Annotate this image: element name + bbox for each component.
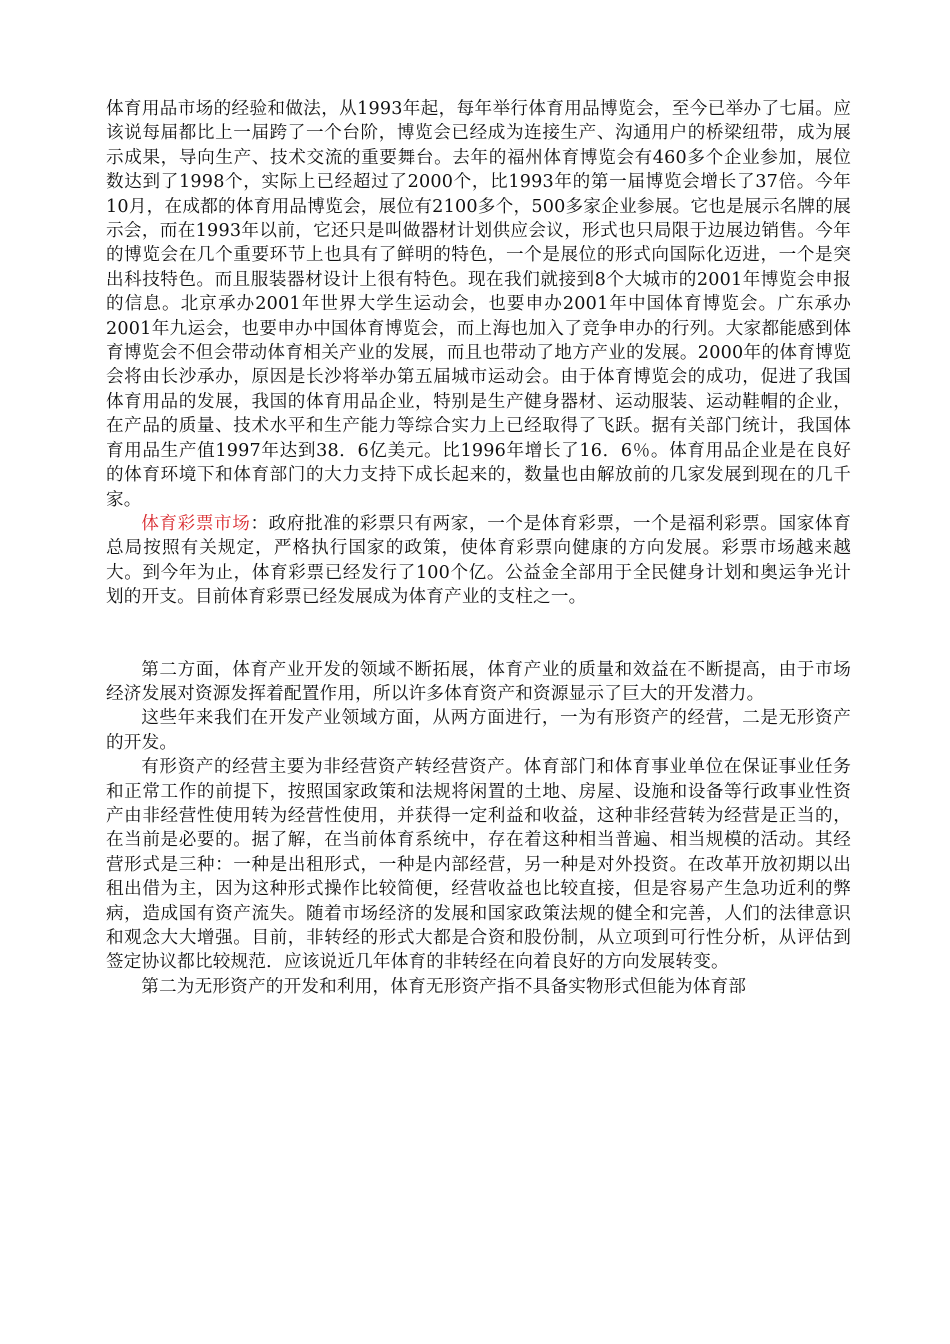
- paragraph-intangible-assets: [106, 975, 851, 999]
- paragraph-text: 有形资产的经营主要为非经营资产转经营资产。体育部门和体育事业单位在保证事业任务和正常工作的前提下，按照国家政策和法规将闲置的土地、房屋、设施和设备等行政事业性资产由非经营性使用转为经营性使用，并获得一定利益和收益，这种非经营转为经营是正当的，在当前是必要的。据了解，在当前体育系统中，存在着这种相当普遍、相当规模的活动。其经营形式是三种：一种是出租形式，一种是内部经营，另一种是对外投资。在改革开放初期以出租出借为主，因为这种形式操作比较简便，经营收益也比较直接，但是容易产生急功近利的弊病，造成国有资产流失。随着市场经济的发展和国家政策法规的健全和完善，人们的法律意识和观念大大增强。目前，非转经的形式大都是合资和股份制，从立项到可行性分析，从评估到签定协议都比较规范．应该说近几年体育的非转经在向着良好的方向发展转变。: [106, 757, 851, 973]
- paragraph-two-approaches: [106, 706, 851, 755]
- paragraph-sports-goods-market: [106, 97, 851, 512]
- paragraph-text: ：政府批准的彩票只有两家，一个是体育彩票，一个是福利彩票。国家体育总局按照有关规定，严格执行国家的政策，使体育彩票向健康的方向发展。彩票市场越来越大。到今年为止，体育彩票已经发行了100个亿。公益金全部用于全民健身计划和奥运争光计划的开支。目前体育彩票已经发展成为体育产业的支柱之一。: [106, 513, 851, 608]
- paragraph-text: 第二方面，体育产业开发的领域不断拓展，体育产业的质量和效益在不断提高，由于市场经济发展对资源发挥着配置作用，所以许多体育资产和资源显示了巨大的开发潜力。: [106, 659, 851, 704]
- paragraph-tangible-assets: [106, 755, 851, 975]
- blank-line: [106, 610, 851, 658]
- paragraph-text: 第二为无形资产的开发和利用，体育无形资产指不具备实物形式但能为体育部: [141, 976, 747, 997]
- document-page: [106, 97, 851, 999]
- paragraph-text: 体育用品市场的经验和做法，从1993年起，每年举行体育用品博览会，至今已举办了七届。应该说每届都比上一届跨了一个台阶，博览会已经成为连接生产、沟通用户的桥梁纽带，成为展示成果，导向生产、技术交流的重要舞台。去年的福州体育博览会有460多个企业参加，展位数达到了1998个，实际上已经超过了2000个，比1993年的第一届博览会增长了37倍。今年10月，在成都的体育用品博览会，展位有2100多个，500多家企业参展。它也是展示名牌的展示会，而在1993年以前，它还只是叫做器材计划供应会议，形式也只局限于边展边销售。今年的博览会在几个重要环节上也具有了鲜明的特色，一个是展位的形式向国际化迈进，一个是突出科技特色。而且服装器材设计上很有特色。现在我们就接到8个大城市的2001年博览会申报的信息。北京承办2001年世界大学生运动会，也要申办2001年中国体育博览会。广东承办2001年九运会，也要申办中国体育博览会，而上海也加入了竞争申办的行列。大家都能感到体育博览会不但会带动体育相关产业的发展，而且也带动了地方产业的发展。2000年的体育博览会将由长沙承办，原因是长沙将举办第五届城市运动会。由于体育博览会的成功，促进了我国体育用品的发展，我国的体育用品企业，特别是生产健身器材、运动服装、运动鞋帽的企业，在产品的质量、技术水平和生产能力等综合实力上已经取得了飞跃。据有关部门统计，我国体育用品生产值1997年达到38．6亿美元。比1996年增长了16．6％。体育用品企业是在良好的体育环境下和体育部门的大力支持下成长起来的，数量也由解放前的几家发展到现在的几千家。: [106, 99, 851, 510]
- section-lead-sports-lottery: 体育彩票市场: [141, 513, 251, 534]
- paragraph-text: 这些年来我们在开发产业领域方面，从两方面进行，一为有形资产的经营，二是无形资产的开发。: [106, 708, 851, 753]
- paragraph-second-aspect: [106, 658, 851, 707]
- paragraph-sports-lottery-market: [106, 512, 851, 610]
